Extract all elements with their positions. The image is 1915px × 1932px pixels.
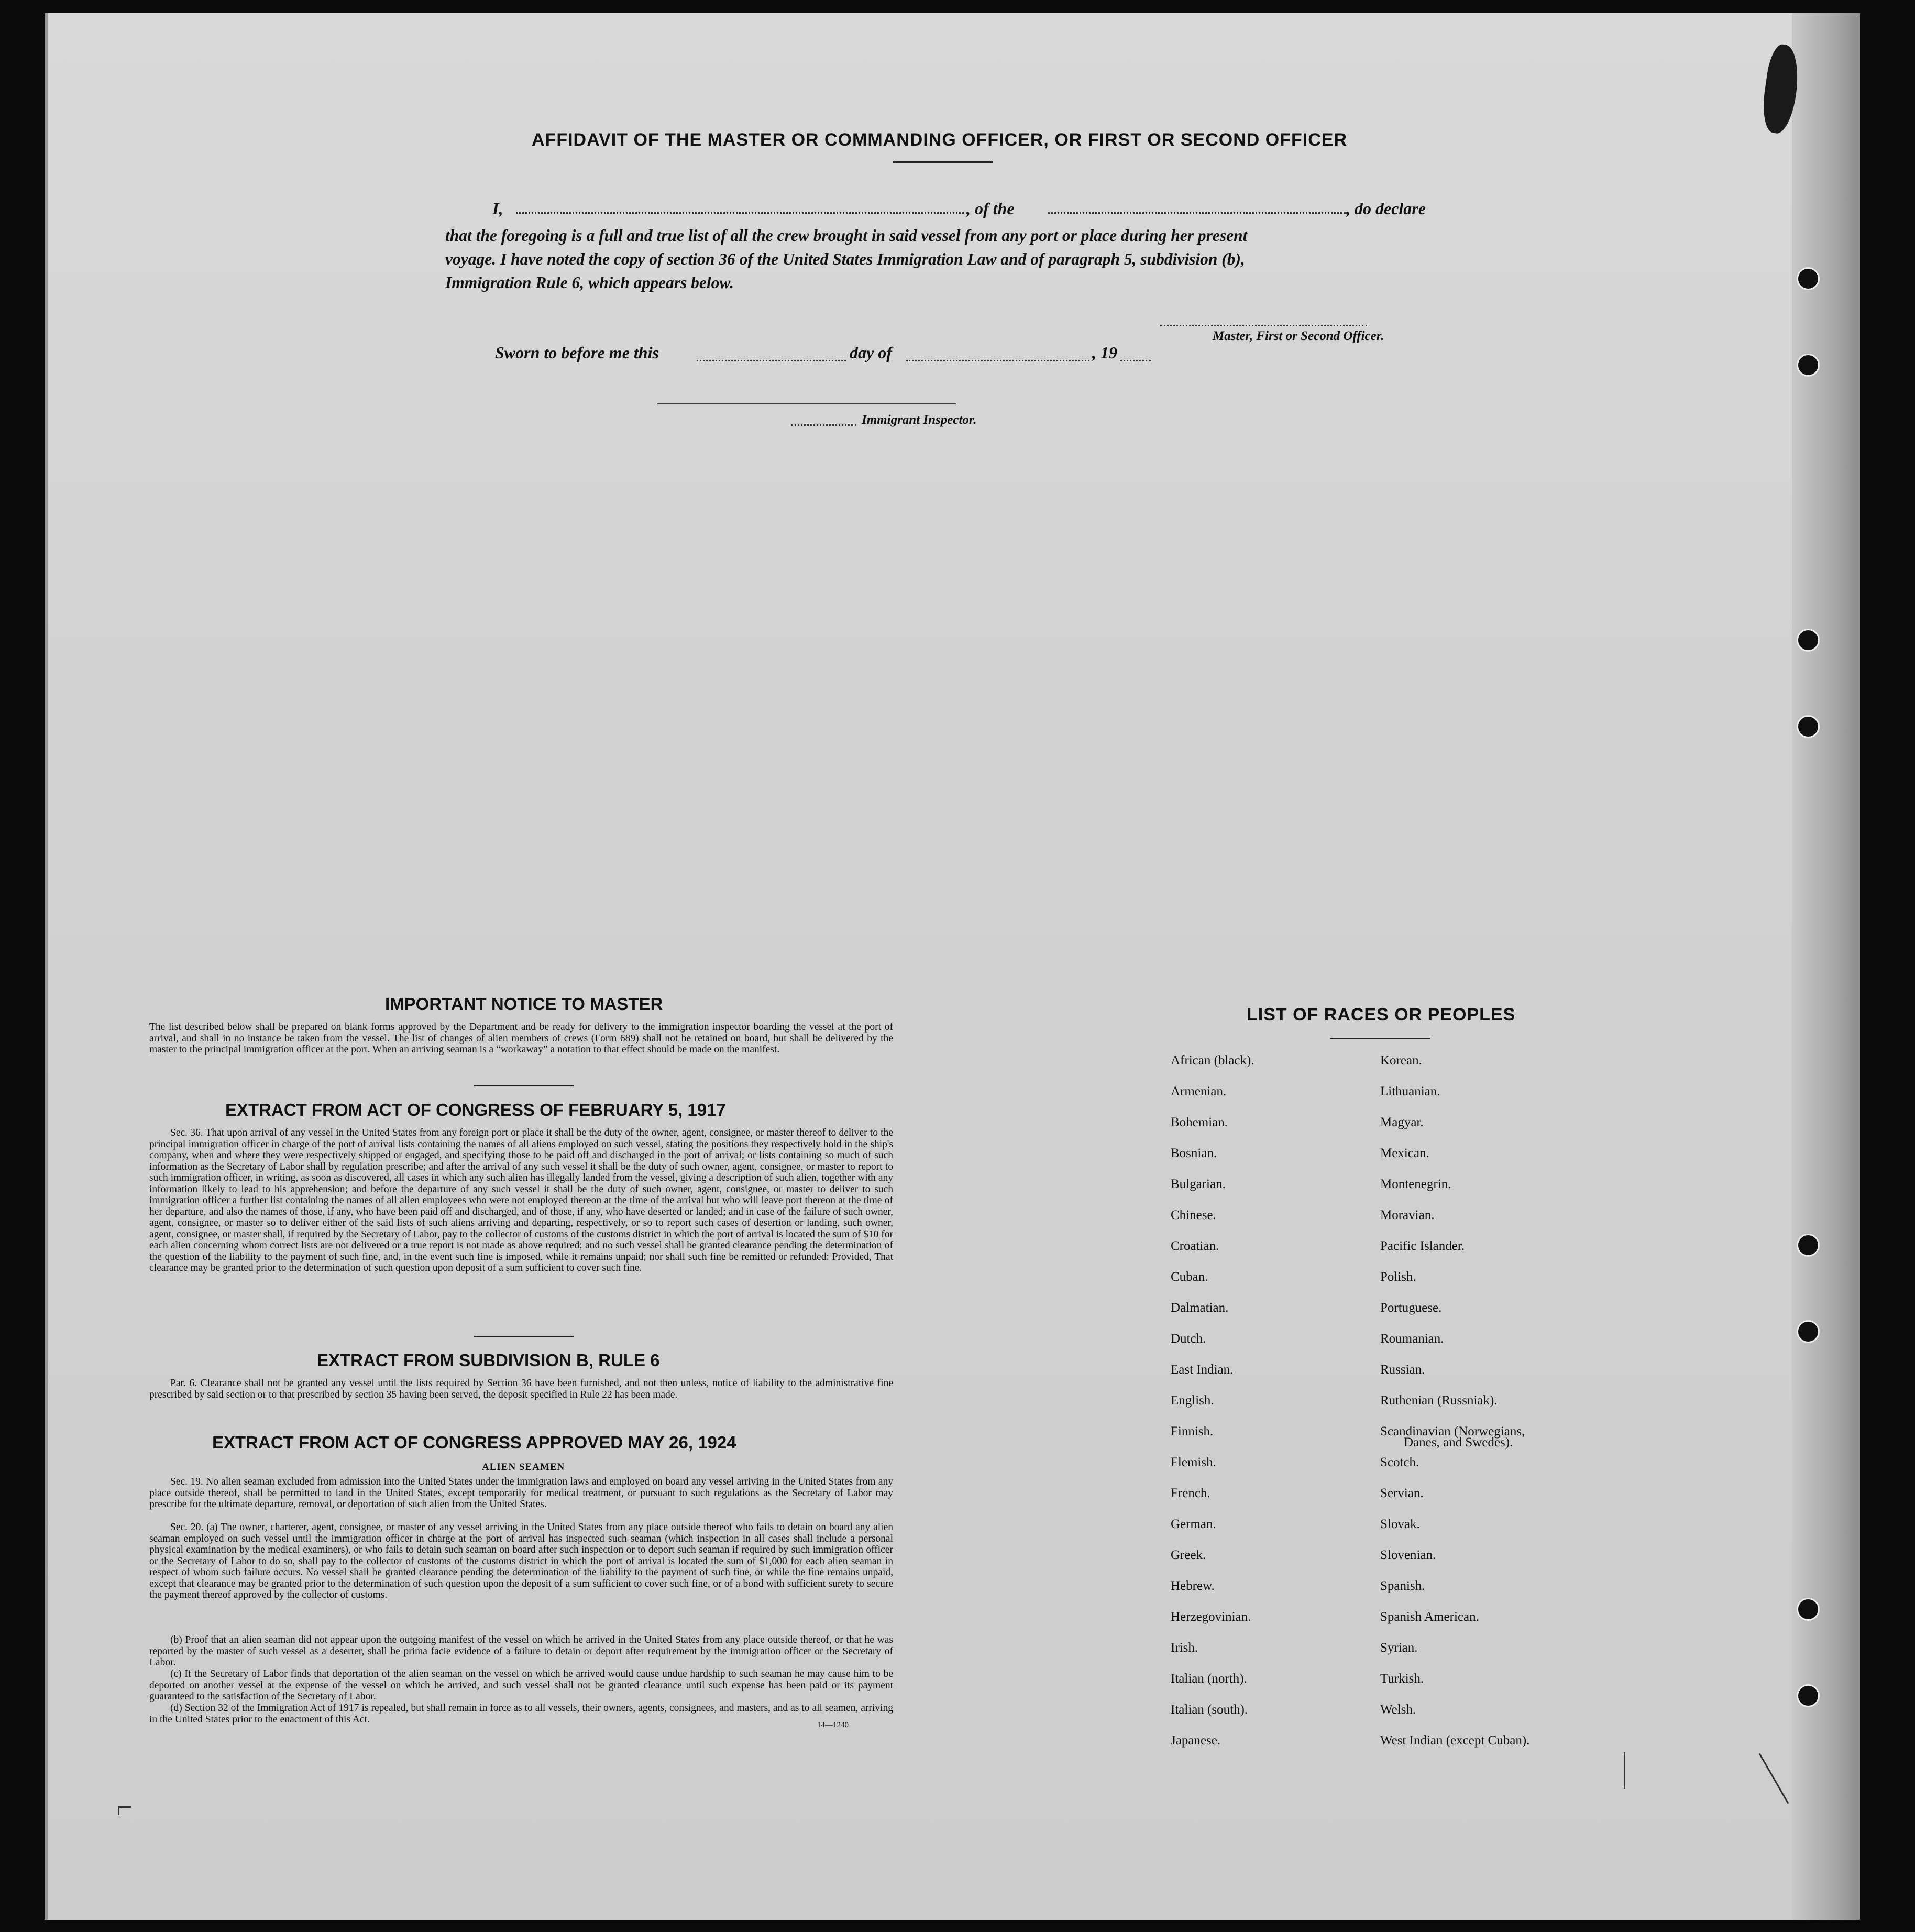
pencil-mark [1624,1752,1625,1789]
signature-label: Master, First or Second Officer. [1213,329,1384,343]
race-item: Slovak. [1380,1517,1420,1531]
race-item: Japanese. [1171,1733,1221,1748]
race-item-scandinavian-cont: Danes, and Swedes). [1404,1435,1513,1450]
race-item: Korean. [1380,1053,1422,1068]
race-item: Lithuanian. [1380,1084,1440,1099]
race-item: Scandinavian (Norwegians, [1380,1424,1525,1439]
race-item: German. [1171,1517,1216,1531]
section-divider [474,1085,574,1086]
race-item: Greek. [1171,1548,1206,1562]
extract-1924-para3: (b) Proof that an alien seaman did not appear upon the outgoing manifest of the vessel on which he arrived in the United States from any place outside thereof, or that he was reported by the master of such vessel as a deserter, shall be prima facie evidence of a failure to detain or deport after requirement by the immigration officer or the Secretary of Labor. [149,1634,893,1668]
title-underline [893,161,993,163]
inspector-label: Immigrant Inspector. [862,413,977,427]
race-item: Montenegrin. [1380,1177,1451,1191]
binder-hole [1797,1684,1820,1707]
section-divider [474,1336,574,1337]
race-item: African (black). [1171,1053,1254,1068]
day-of-label: day of [850,343,892,362]
extract-1917-title: EXTRACT FROM ACT OF CONGRESS OF FEBRUARY 5, 1917 [225,1100,726,1119]
sworn-year-field[interactable] [1120,360,1151,361]
extract-rule6-title: EXTRACT FROM SUBDIVISION B, RULE 6 [317,1351,660,1370]
race-item: Turkish. [1380,1672,1424,1686]
extract-1924-para5: (d) Section 32 of the Immigration Act of 1917 is repealed, but shall remain in force as to all vessels, their owners, agents, consignees, and masters, and as to all seamen, arriving in the United States prior to the enactment of this Act. [149,1703,893,1725]
race-item: Roumanian. [1380,1332,1444,1346]
race-item: Irish. [1171,1641,1198,1655]
race-item: Bulgarian. [1171,1177,1226,1191]
binder-hole [1797,1320,1820,1343]
race-item: Flemish. [1171,1455,1216,1469]
race-item: Cuban. [1171,1270,1208,1284]
extract-1924-title: EXTRACT FROM ACT OF CONGRESS APPROVED MAY 26, 1924 [212,1433,736,1452]
race-item: Italian (north). [1171,1672,1247,1686]
race-item: French. [1171,1486,1210,1500]
extract-1924-para2: Sec. 20. (a) The owner, charterer, agent, consignee, or master of any vessel arriving in the United States from any place outside thereof who fails to detain on board any alien seaman employed on such vessel until the immigration officer in charge at the port of arrival has inspected such seaman (which inspection in all cases shall include a personal physical examination by the medical examiners), or who fails to detain such seaman on board after such inspection or to deport such seaman if required by such immigration officer or the Secretary of Labor to do so, shall pay to the collector of customs of the customs district in which the port of arrival is located the sum of $1,000 for each alien seaman in respect of whom such failure occurs. No vessel shall be granted clearance pending the determination of the liability to the payment of such fine, or while the fine remains unpaid, except that clearance may be granted prior to the determination of such question upon the deposit of a sum sufficient to cover such fine, or of a bond with sufficient surety to secure the payment thereof approved by the collector of customs. [149,1522,893,1600]
race-item: Servian. [1380,1486,1424,1500]
affidavit-body-line: Immigration Rule 6, which appears below. [445,273,734,292]
races-title: LIST OF RACES OR PEOPLES [1247,1005,1516,1025]
year-label: , 19 [1092,343,1117,362]
signature-field[interactable] [1160,325,1367,326]
race-item: Slovenian. [1380,1548,1436,1562]
race-item: Finnish. [1171,1424,1214,1439]
race-item: Dutch. [1171,1332,1206,1346]
binder-hole [1797,1234,1820,1257]
declarant-label: I, [492,199,503,218]
race-item: Moravian. [1380,1208,1435,1222]
race-item: Herzegovinian. [1171,1610,1251,1624]
race-item: Russian. [1380,1363,1425,1377]
race-item: Italian (south). [1171,1703,1248,1717]
declare-label: , do declare [1346,199,1426,218]
page-edge-shadow [1792,13,1860,1920]
sworn-day-field[interactable] [697,360,846,361]
binder-hole [1797,354,1820,377]
binder-hole [1797,267,1820,290]
race-item: Armenian. [1171,1084,1227,1099]
notice-title: IMPORTANT NOTICE TO MASTER [385,994,663,1014]
binder-hole [1797,715,1820,738]
extract-1924-para4: (c) If the Secretary of Labor finds that deportation of the alien seaman on the vessel on which he arrived would cause undue hardship to such seaman he may cause him to be deported on another vessel at the expense of the vessel on which he arrived, and such vessel shall not be granted clearance until such expense has been paid or its payment guaranteed to the satisfaction of the Secretary of Labor. [149,1668,893,1702]
race-item: Ruthenian (Russniak). [1380,1393,1498,1408]
race-item: Pacific Islander. [1380,1239,1465,1253]
race-item: Chinese. [1171,1208,1216,1222]
affidavit-title: AFFIDAVIT OF THE MASTER OR COMMANDING OFFICER, OR FIRST OR SECOND OFFICER [532,130,1347,150]
affidavit-body-line: voyage. I have noted the copy of section 36 of the United States Immigration Law and of paragraph 5, subdivision (b), [445,250,1245,268]
binder-hole [1797,629,1820,652]
sworn-label: Sworn to before me this [495,343,659,362]
pencil-mark [118,1806,131,1815]
race-item: Spanish. [1380,1579,1425,1593]
notice-body: The list described below shall be prepared on blank forms approved by the Department and be ready for delivery to the immigration inspector boarding the vessel at the port of arrival, and shall in no instance be taken from the vessel. The list of changes of alien members of crews (Form 689) shall not be retained on board, but shall be delivered by the master to the principal immigration officer at the port. When an arriving seaman is a “workaway” a notation to that effect should be made on the manifest. [149,1022,893,1055]
form-number: 14—1240 [817,1721,849,1729]
vessel-label: , of the [966,199,1015,218]
race-item: Portuguese. [1380,1301,1442,1315]
inspector-field[interactable] [791,424,856,426]
race-item: Croatian. [1171,1239,1219,1253]
extract-1917-body: Sec. 36. That upon arrival of any vessel in the United States from any foreign port or place it shall be the duty of the owner, agent, consignee, or master thereof to deliver to the principal immigration officer in charge of the port of arrival lists containing the names of all aliens employed on such vessel, stating the positions they respectively hold in the ship's company, when and where they were respectively shipped or engaged, and specifying those to be paid off and discharged in the port of arrival; or lists containing so much of such information as the Secretary of Labor shall by regulation prescribe; and after the arrival of any such vessel it shall be the duty of such owner, agent, consignee, or master to report to such immigration officer, in writing, as soon as discovered, all cases in which any such alien has illegally landed from the vessel, giving a description of such alien, together with any information likely to lead to his apprehension; and before the departure of any such vessel it shall be the duty of such owner, agent, consignee, or master to deliver to such immigration officer a further list containing the names of all alien employees who were not employed thereon at the time of the arrival but who will leave port thereon at the time of her departure, and also the names of those, if any, who have been paid off and discharged, and of those, if any, who have deserted or landed; and in case of the failure of such owner, agent, consignee, or master so to deliver either of the said lists of such aliens arriving and departing, respectively, or so to report such cases of desertion or landing, such owner, agent, consignee, or master shall, if required by the Secretary of Labor, pay to the collector of customs of the customs district in which the port of arrival is located the sum of $10 for each alien concerning whom correct lists are not delivered or a true report is not made as above required; and no such vessel shall be granted clearance pending the determination of the question of the liability to the payment of such fine, and, in the event such fine is imposed, while it remains unpaid; nor shall such fine be remitted or refunded: Provided, That clearance may be granted prior to the determination of such question upon deposit of a sum sufficient to cover such fine. [149,1127,893,1274]
affidavit-body-line: that the foregoing is a full and true list of all the crew brought in said vessel from any port or place during her present [445,226,1248,245]
extract-1924-subtitle: ALIEN SEAMEN [482,1462,565,1473]
inspector-signature-line [657,403,956,404]
race-item: Magyar. [1380,1115,1424,1129]
race-item: West Indian (except Cuban). [1380,1733,1530,1748]
extract-rule6-body: Par. 6. Clearance shall not be granted any vessel until the lists required by Section 36 have been furnished, and not then unless, notice of liability to the administrative fine prescribed by said section or to that prescribed by section 35 having been served, the deposit specified in Rule 22 has been made. [149,1378,893,1400]
race-item: Dalmatian. [1171,1301,1229,1315]
race-item: Welsh. [1380,1703,1416,1717]
vessel-name-field[interactable] [1048,212,1346,214]
race-item: English. [1171,1393,1214,1408]
declarant-name-field[interactable] [516,212,964,214]
race-item: Polish. [1380,1270,1416,1284]
race-item: East Indian. [1171,1363,1234,1377]
race-item: Bohemian. [1171,1115,1228,1129]
race-item: Bosnian. [1171,1146,1217,1160]
race-item: Mexican. [1380,1146,1429,1160]
race-item: Syrian. [1380,1641,1418,1655]
extract-1924-para1: Sec. 19. No alien seaman excluded from admission into the United States under the immigration laws and employed on board any vessel arriving in the United States from any place outside thereof, shall be permitted to land in the United States, except temporarily for medical treatment, or pursuant to such regulations as the Secretary of Labor may prescribe for the ultimate departure, removal, or deportation of such alien from the United States. [149,1476,893,1510]
sworn-month-field[interactable] [906,360,1089,361]
binder-hole [1797,1598,1820,1621]
races-underline [1330,1038,1430,1039]
race-item: Scotch. [1380,1455,1419,1469]
race-item: Spanish American. [1380,1610,1479,1624]
race-item: Hebrew. [1171,1579,1215,1593]
